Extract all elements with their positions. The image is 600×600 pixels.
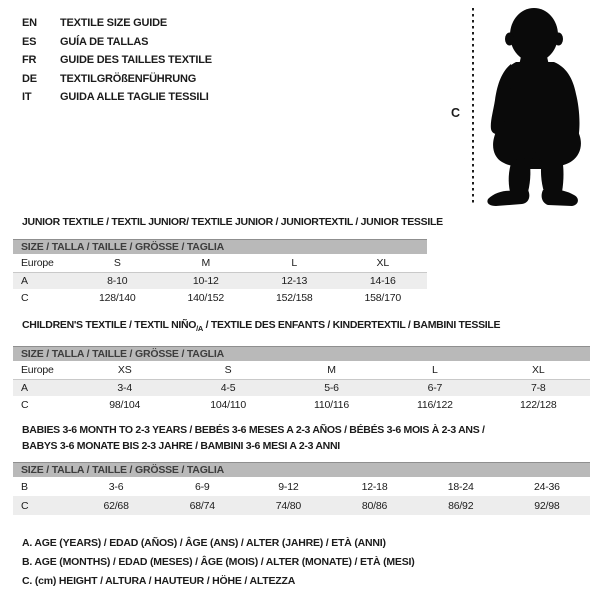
legend-line-c: C. (cm) HEIGHT / ALTURA / HAUTEUR / HÖHE / ALTEZZA (22, 574, 296, 587)
table-row (13, 379, 590, 396)
size-cell: 7-8 (530, 381, 546, 394)
size-cell: XL (339, 254, 428, 272)
children-size-table (13, 361, 590, 413)
table-row (13, 272, 427, 289)
language-title: GUÍA DE TALLAS (60, 35, 149, 48)
row-label: A (21, 381, 28, 394)
size-cell: 4-5 (220, 381, 236, 394)
language-code: DE (22, 72, 37, 85)
size-cell: S (176, 361, 279, 379)
row-label: Europe (13, 254, 73, 272)
row-label: C (21, 499, 29, 512)
children-size-header-bar: SIZE / TALLA / TAILLE / GRÖSSE / TAGLIA (13, 346, 590, 361)
size-cell: S (73, 254, 162, 272)
size-cell: XS (73, 361, 176, 379)
size-cell: L (383, 361, 486, 379)
junior-size-table (13, 254, 427, 306)
size-cell: XL (487, 361, 590, 379)
language-row (22, 33, 212, 52)
size-cell: L (250, 254, 339, 272)
size-cell: 5-6 (324, 381, 339, 394)
size-cell: 24-36 (533, 480, 560, 493)
children-title-sub: /A (196, 324, 204, 334)
language-title: GUIDE DES TAILLES TEXTILE (60, 54, 212, 67)
language-title: TEXTILGRÖßENFÜHRUNG (60, 72, 197, 85)
children-title-pre: CHILDREN'S TEXTILE / TEXTIL NIÑO (22, 319, 197, 331)
table-row (13, 496, 590, 515)
size-cell: 98/104 (109, 398, 141, 411)
table-row (13, 361, 590, 379)
size-cell: 104/110 (210, 398, 246, 411)
size-cell: M (162, 254, 251, 272)
babies-title-line1: BABIES 3-6 MONTH TO 2-3 YEARS / BEBÉS 3-6 MESES A 2-3 AÑOS / BÉBÉS 3-6 MOIS À 2-3 ANS / (22, 424, 485, 436)
size-cell: 62/68 (103, 499, 129, 512)
language-row (22, 88, 212, 107)
measurement-legend (22, 534, 415, 590)
table-row (13, 289, 427, 306)
size-cell: 92/98 (534, 499, 560, 512)
height-measure-dotted-line (472, 8, 474, 205)
size-cell: 12-18 (361, 480, 388, 493)
size-cell: 158/170 (364, 291, 402, 304)
table-row (13, 477, 590, 496)
babies-section-title (22, 423, 485, 454)
size-cell: 74/80 (275, 499, 302, 512)
language-code: EN (22, 17, 37, 29)
size-cell: 3-6 (108, 480, 124, 493)
legend-line-a: A. AGE (YEARS) / EDAD (AÑOS) / ÂGE (ANS) / ALTER (JAHRE) / ETÀ (ANNI) (22, 537, 386, 549)
language-code: FR (22, 54, 37, 67)
table-row (13, 254, 427, 272)
size-cell: 12-13 (281, 274, 308, 287)
row-label: B (21, 480, 28, 493)
language-row (22, 51, 212, 70)
junior-size-header-bar: SIZE / TALLA / TAILLE / GRÖSSE / TAGLIA (13, 239, 427, 254)
size-cell: 10-12 (192, 274, 219, 287)
size-cell: 18-24 (447, 480, 474, 493)
babies-size-table (13, 477, 590, 515)
table-row (13, 396, 590, 413)
size-cell: 3-4 (117, 381, 132, 394)
size-cell: 9-12 (278, 480, 299, 493)
children-section-title (22, 318, 500, 337)
row-label: C (21, 398, 29, 411)
size-cell: 152/158 (275, 291, 313, 304)
language-title: GUIDA ALLE TAGLIE TESSILI (60, 91, 209, 104)
size-cell: 80/86 (361, 499, 388, 512)
size-cell: 8-10 (107, 274, 128, 287)
size-cell: 86/92 (448, 499, 474, 512)
children-title-post: / TEXTILE DES ENFANTS / KINDERTEXTIL / BAMBINI TESSILE (203, 319, 501, 331)
row-label: A (21, 274, 28, 287)
height-measure-label: C (451, 106, 461, 120)
size-cell: 140/152 (187, 291, 225, 304)
size-cell: 6-7 (427, 381, 443, 394)
language-code: ES (22, 35, 37, 48)
size-cell: 68/74 (189, 499, 215, 512)
size-cell: 116/122 (416, 398, 453, 411)
language-code: IT (22, 91, 32, 104)
row-label: Europe (13, 361, 73, 379)
size-cell: 128/140 (98, 291, 136, 304)
size-cell: 6-9 (194, 480, 210, 493)
language-row (22, 70, 212, 89)
babies-size-header-bar: SIZE / TALLA / TAILLE / GRÖSSE / TAGLIA (13, 462, 590, 477)
size-cell: 110/116 (313, 398, 349, 411)
language-list (22, 14, 212, 107)
language-title: TEXTILE SIZE GUIDE (60, 17, 168, 29)
babies-title-line2: BABYS 3-6 MONATE BIS 2-3 JAHRE / BAMBINI 3-6 MESI A 2-3 ANNI (22, 439, 340, 452)
size-cell: 122/128 (520, 398, 557, 411)
legend-line-b: B. AGE (MONTHS) / EDAD (MESES) / ÂGE (MOIS) / ALTER (MONATE) / ETÀ (MESI) (22, 555, 415, 568)
junior-section-title: JUNIOR TEXTILE / TEXTIL JUNIOR/ TEXTILE JUNIOR / JUNIORTEXTIL / JUNIOR TESSILE (22, 216, 443, 228)
language-row (22, 14, 212, 33)
baby-silhouette-icon (486, 4, 596, 209)
size-cell: M (280, 361, 383, 379)
size-cell: 14-16 (369, 274, 396, 287)
row-label: C (21, 291, 29, 304)
